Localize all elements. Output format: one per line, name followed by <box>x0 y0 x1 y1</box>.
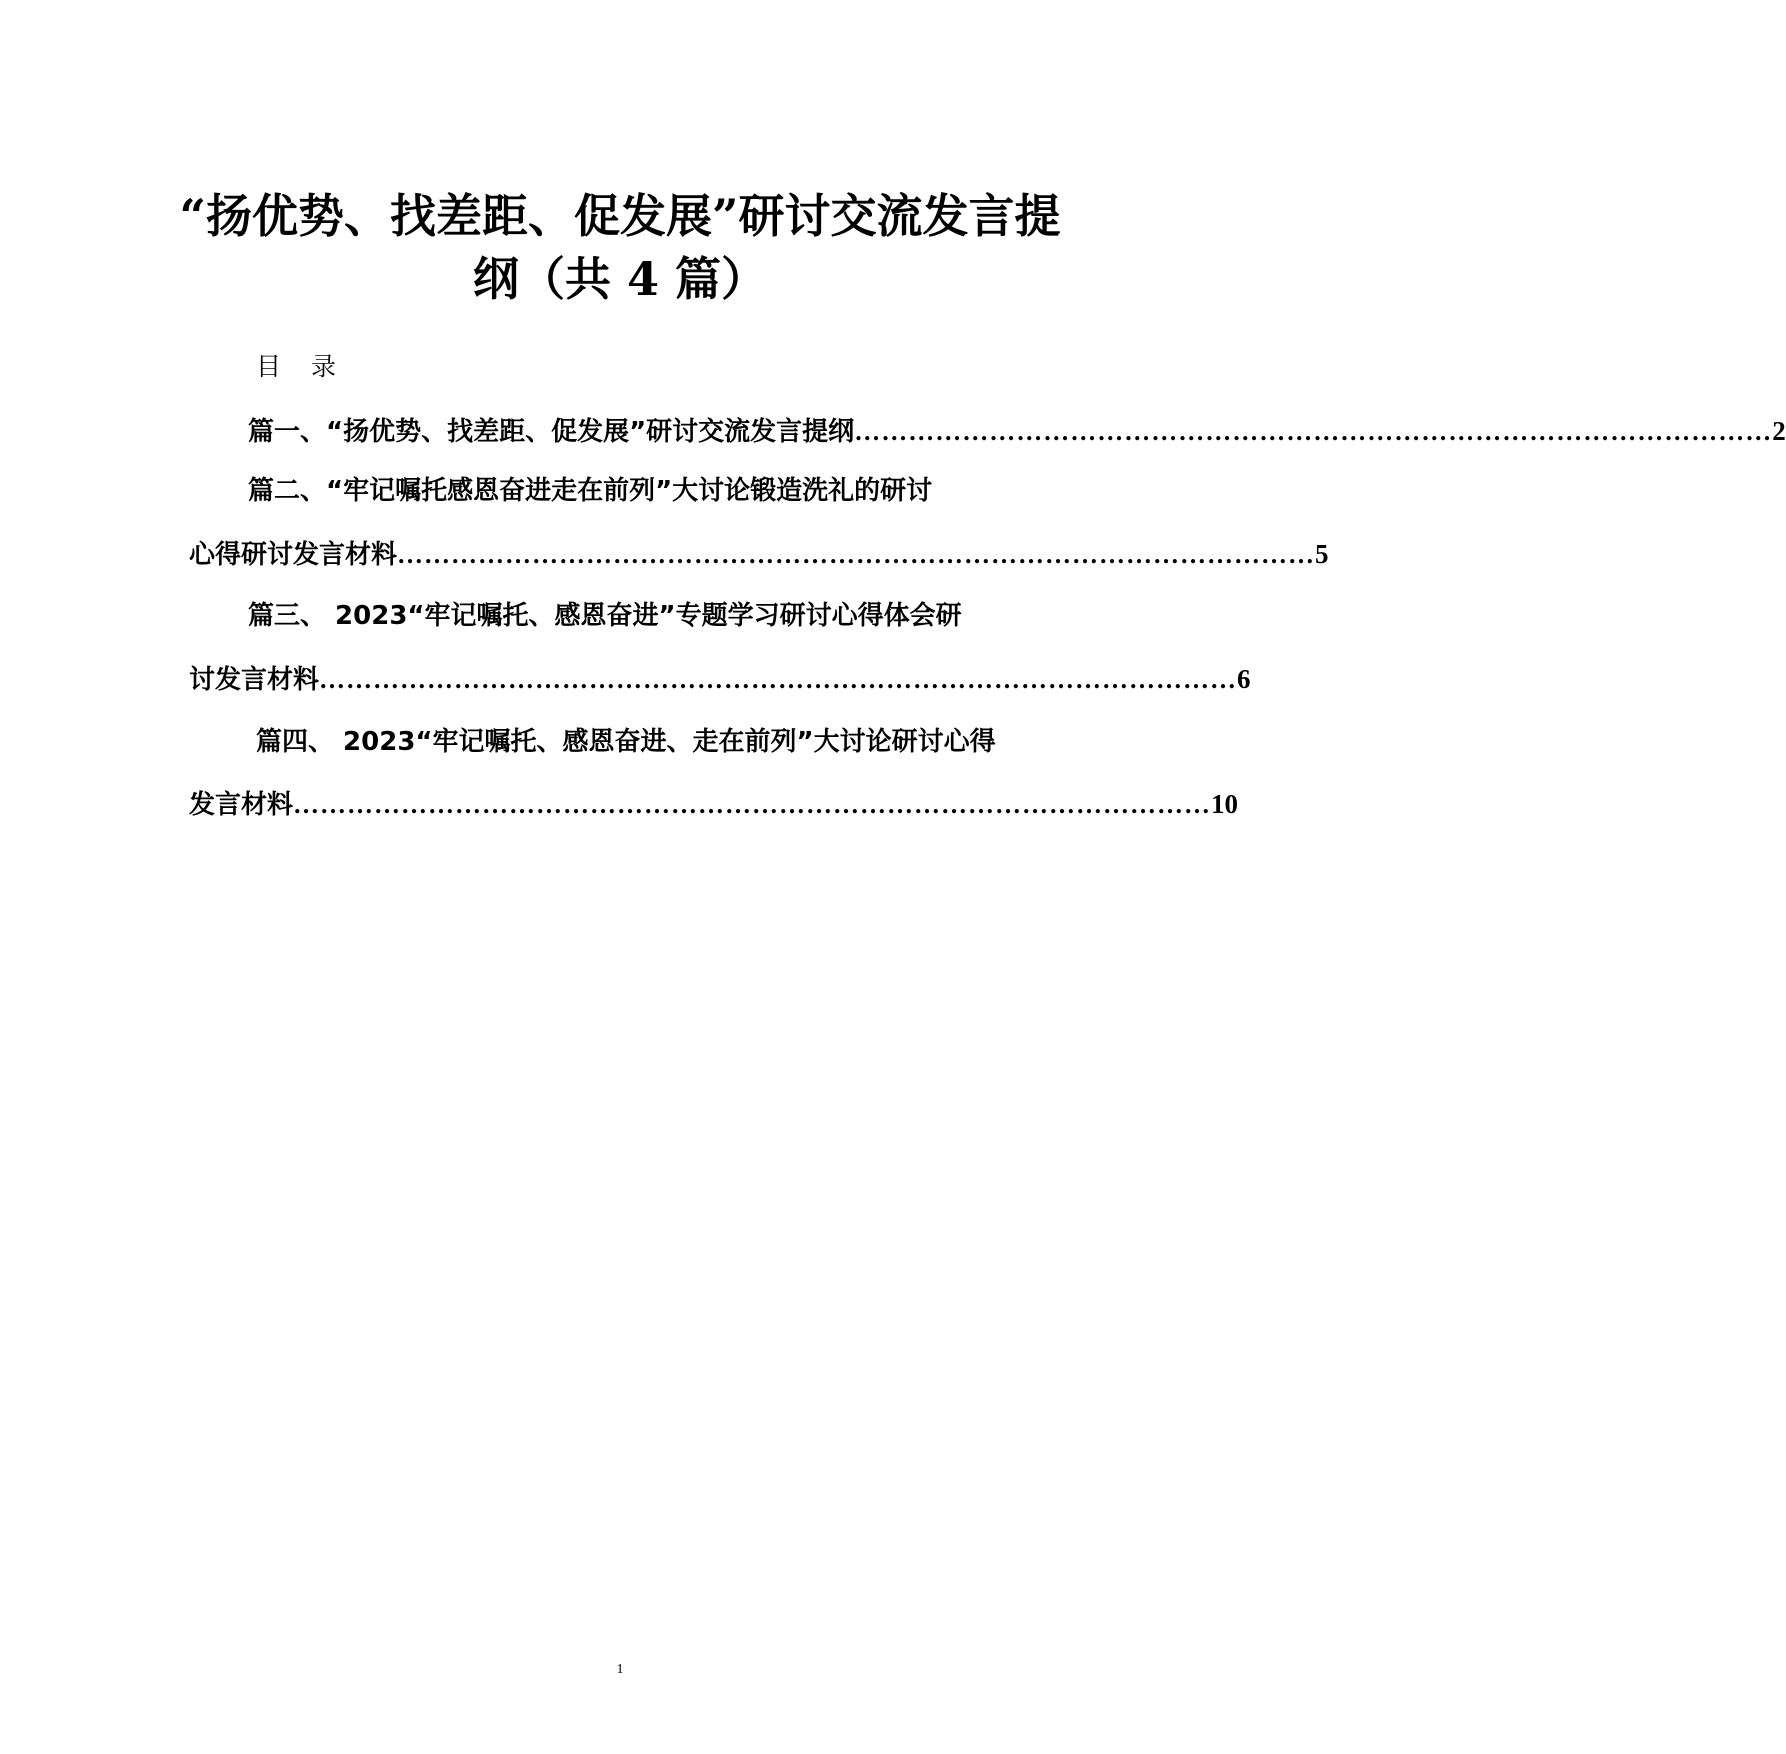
document-title-line-1: “扬优势、找差距、促发展”研讨交流发言提 <box>179 189 1061 243</box>
toc-entry-3-continued[interactable] <box>189 661 1251 698</box>
document-title-line-2: 纲（共 4 篇） <box>472 252 768 306</box>
toc-entry-2-text-line-1: 篇二、“牢记嘱托感恩奋进走在前列”大讨论锻造洗礼的研讨 <box>248 476 933 506</box>
toc-entry-1-page: 2 <box>1772 416 1786 446</box>
toc-entry-3-page: 6 <box>1237 664 1251 694</box>
toc-entry-4-page: 10 <box>1211 789 1239 819</box>
toc-entry-2-continued[interactable] <box>189 536 1329 573</box>
toc-entry-4-text-line-1: 篇四、 2023“牢记嘱托、感恩奋进、走在前列”大讨论研讨心得 <box>256 727 996 757</box>
toc-heading: 目录 <box>256 352 367 381</box>
toc-entry-1[interactable] <box>248 413 1786 450</box>
page-number: 1 <box>616 1662 624 1677</box>
toc-entry-4[interactable] <box>256 724 1056 760</box>
toc-entry-2-text-line-2: 心得研讨发言材料 <box>189 540 398 570</box>
toc-entry-1-text: 篇一、“扬优势、找差距、促发展”研讨交流发言提纲 <box>248 417 855 447</box>
toc-leader-dots: ………………………………………………………………………………………… <box>319 665 1238 694</box>
toc-entry-3-text-line-2: 讨发言材料 <box>189 665 320 695</box>
toc-entry-3[interactable] <box>248 598 1048 634</box>
toc-entry-4-text-line-2: 发言材料 <box>189 790 294 820</box>
toc-entry-3-text-line-1: 篇三、 2023“牢记嘱托、感恩奋进”专题学习研讨心得体会研 <box>248 601 962 631</box>
toc-entry-2[interactable] <box>248 473 1048 509</box>
toc-leader-dots: ………………………………………………………………………………………… <box>397 540 1316 569</box>
toc-leader-dots: ………………………………………………………………………………………… <box>854 417 1773 446</box>
toc-entry-4-continued[interactable] <box>189 786 1239 823</box>
toc-leader-dots: ………………………………………………………………………………………… <box>293 790 1212 819</box>
toc-entry-2-page: 5 <box>1315 539 1329 569</box>
